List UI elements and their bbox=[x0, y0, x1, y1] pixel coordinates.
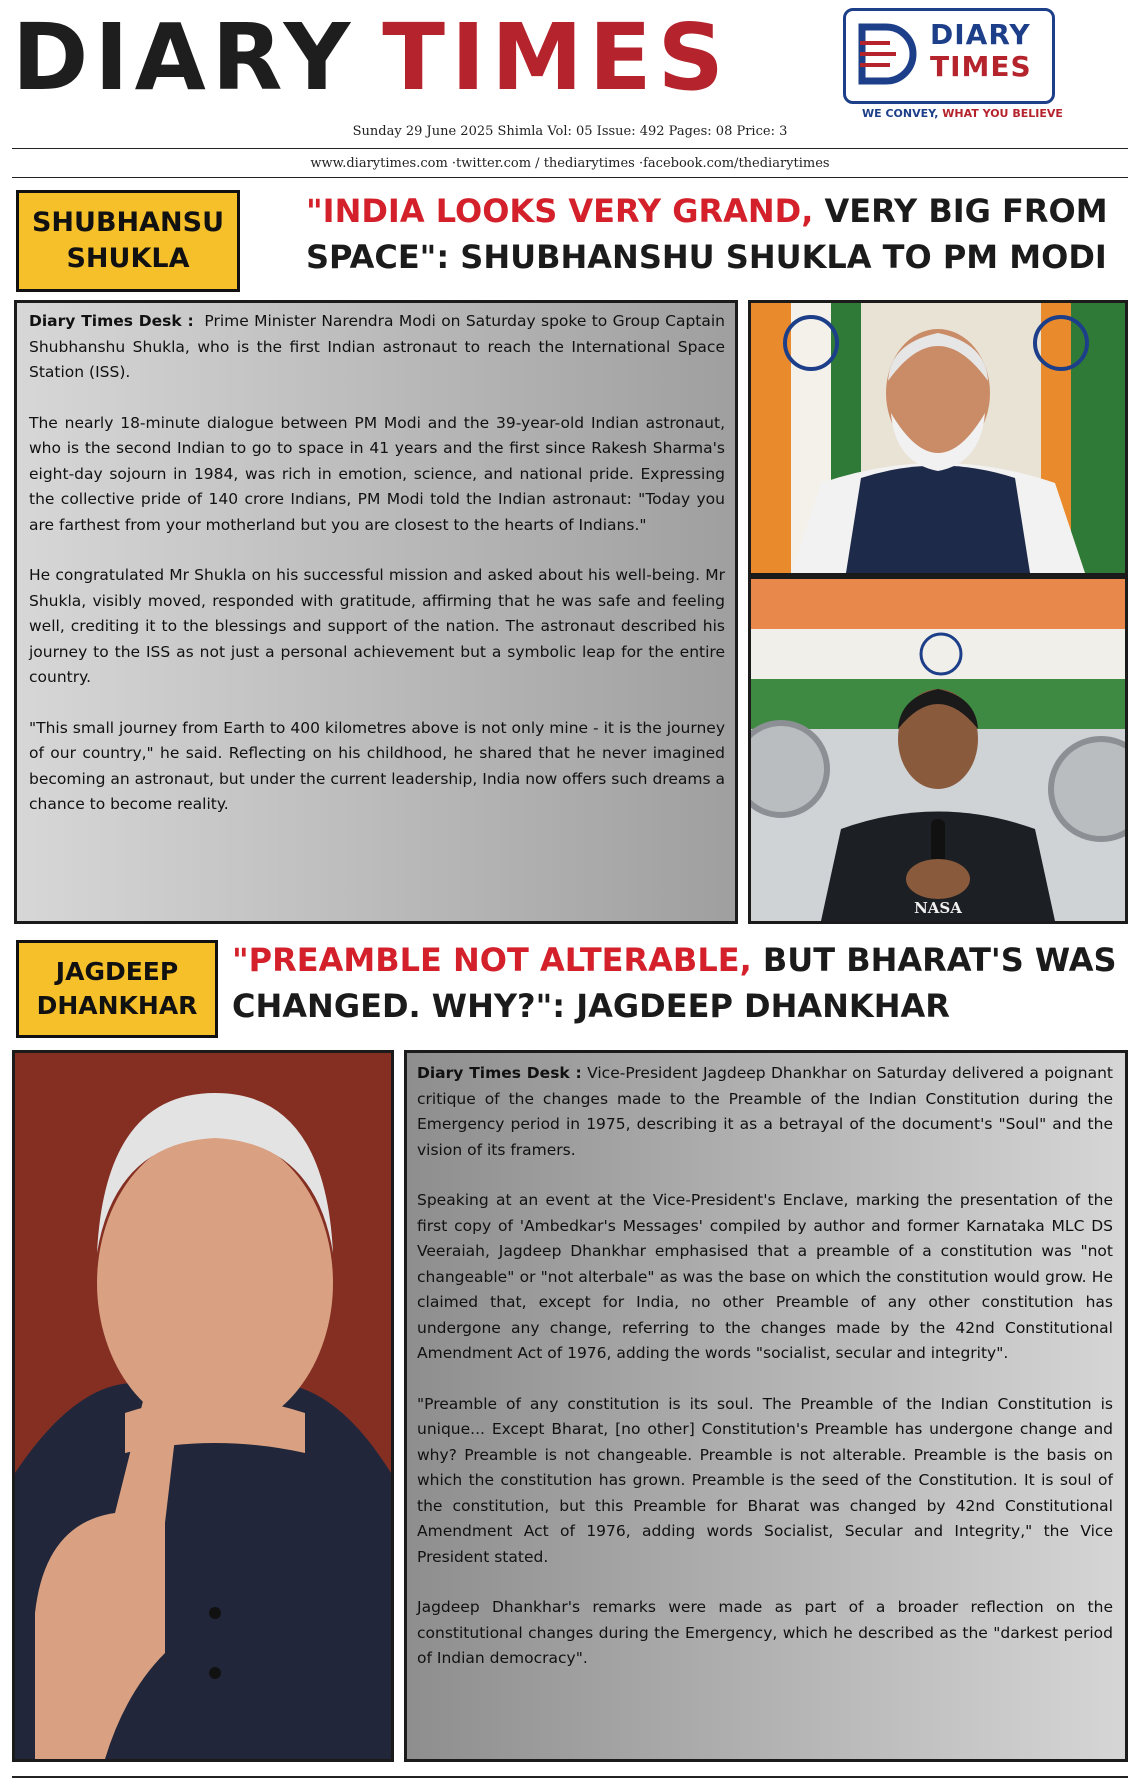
tag-line-1: JAGDEEP bbox=[55, 957, 179, 987]
section-tag-shukla bbox=[16, 190, 240, 292]
masthead-word-times: TIMES bbox=[382, 4, 730, 111]
divider bbox=[12, 1776, 1128, 1778]
article-paragraph: "This small journey from Earth to 400 kilometres above is not only mine - it is the journey of our country," he said. Reflecting on his childhood, he shared that he never imagined becoming an astronaut, but under the current leadership, India now offers such dreams a chance to become reality. bbox=[29, 718, 725, 813]
photo-jagdeep-dhankhar bbox=[12, 1050, 394, 1762]
headline-line-2: SPACE": SHUBHANSHU SHUKLA TO PM MODI bbox=[306, 238, 1107, 277]
logo-text-diary: DIARY bbox=[930, 18, 1031, 51]
article-paragraph: The nearly 18-minute dialogue between PM Modi and the 39-year-old Indian astronaut, who is the second Indian to go to space in 41 years and the first since Rakesh Sharma's eight-day sojourn in 1984, was rich in emotion, science, and national pride. Expressing the collective pride of 140 crore Indians, PM Modi told the Indian astronaut: "Today you are farthest from your motherland but you are closest to the hearts of Indians." bbox=[29, 413, 725, 534]
masthead-title bbox=[12, 4, 832, 111]
photo-shukla-image bbox=[751, 579, 1125, 921]
logo-d-mark-icon bbox=[856, 21, 922, 87]
logo-text-times: TIMES bbox=[930, 50, 1032, 83]
logo-tagline bbox=[862, 107, 1063, 120]
issue-info-line: Sunday 29 June 2025 Shimla Vol: 05 Issue: 492 Pages: 08 Price: 3 bbox=[352, 124, 788, 139]
headline-black-part: VERY BIG FROM bbox=[813, 192, 1108, 230]
tag-line-2: SHUKLA bbox=[66, 243, 190, 274]
article-paragraph: Jagdeep Dhankhar's remarks were made as part of a broader reflection on the constitutional changes during the Emergency, which he described as the "darkest period of Indian democracy". bbox=[417, 1598, 1113, 1667]
headline-article-1 bbox=[306, 188, 1136, 281]
desk-label: Diary Times Desk : bbox=[29, 312, 194, 330]
article-2-body bbox=[404, 1050, 1128, 1762]
photo-caption-nasa: NASA bbox=[914, 899, 962, 917]
divider bbox=[12, 148, 1128, 149]
article-paragraph bbox=[29, 309, 725, 386]
divider bbox=[12, 177, 1128, 178]
paragraph-text: Prime Minister Narendra Modi on Saturday spoke to Group Captain Shubhanshu Shukla, who is the first Indian astronaut to reach the International Space Station (ISS). bbox=[29, 312, 726, 381]
headline-red-part: "PREAMBLE NOT ALTERABLE, bbox=[232, 941, 752, 979]
headline-black-part: BUT BHARAT'S WAS bbox=[751, 941, 1117, 979]
article-1-body bbox=[14, 300, 738, 924]
web-links-line: www.diarytimes.com ·twitter.com / thediarytimes ·facebook.com/thediarytimes bbox=[310, 156, 830, 171]
brand-logo bbox=[843, 8, 1055, 104]
section-tag-dhankhar bbox=[16, 940, 218, 1038]
desk-label: Diary Times Desk : bbox=[417, 1064, 582, 1082]
headline-line-2: CHANGED. WHY?": JAGDEEP DHANKHAR bbox=[232, 987, 950, 1026]
paragraph-text: Vice-President Jagdeep Dhankhar on Saturday delivered a poignant critique of the changes made to the Preamble of the Indian Constitution during the Emergency period in 1975, describing it as a betrayal of the document's "Soul" and the vision of its framers. bbox=[417, 1064, 1113, 1159]
masthead-word-diary: DIARY bbox=[12, 4, 357, 111]
tag-line-1: SHUBHANSU bbox=[31, 206, 224, 238]
tag-line-2: DHANKHAR bbox=[36, 991, 198, 1020]
article-paragraph bbox=[417, 1061, 1113, 1163]
article-paragraph: "Preamble of any constitution is its soul. The Preamble of the Indian Constitution is unique... Except Bharat, [no other] Constitution's Preamble has undergone change and why? Preamble is not changeable. Preamble is not alterable. Preamble is the basis on which the constitution has grown. Preamble is the seed of the Constitution. It is soul of the constitution, but this Preamble for Bharat was changed by 42nd Constitutional Amendment Act of 1976, adding words Socialist, Secular and Integrity," the Vice President stated. bbox=[417, 1394, 1113, 1566]
headline-red-part: "INDIA LOOKS VERY GRAND, bbox=[306, 192, 814, 230]
photo-pm-modi-image bbox=[751, 303, 1125, 573]
photo-shubhanshu-shukla bbox=[748, 576, 1128, 924]
article-paragraph: He congratulated Mr Shukla on his successful mission and asked about his well-being. Mr Shukla, visibly moved, responded with gratitude, affirming that he was safe and feeling well, crediting it to the blessings and support of the nation. The astronaut described his journey to the ISS as not just a personal achievement but a symbolic leap for the entire country. bbox=[29, 566, 725, 686]
article-paragraph: Speaking at an event at the Vice-President's Enclave, marking the presentation of the first copy of 'Ambedkar's Messages' compiled by author and former Karnataka MLC DS Veeraiah, Jagdeep Dhankhar emphasised that a preamble of a constitution was "not changeable" or "not alterbale" as was the base on which the constitution would grow. He claimed that, except for India, no other Preamble of any other constitution has undergone any change, referring to the changes made by the 42nd Constitutional Amendment Act of 1976, adding the words "socialist, secular and integrity". bbox=[417, 1191, 1113, 1362]
photo-dhankhar-image bbox=[15, 1053, 391, 1759]
photo-pm-modi bbox=[748, 300, 1128, 576]
tagline-part-b: WHAT YOU BELIEVE bbox=[938, 107, 1063, 120]
headline-article-2 bbox=[232, 937, 1132, 1030]
tagline-part-a: WE CONVEY, bbox=[862, 107, 939, 120]
